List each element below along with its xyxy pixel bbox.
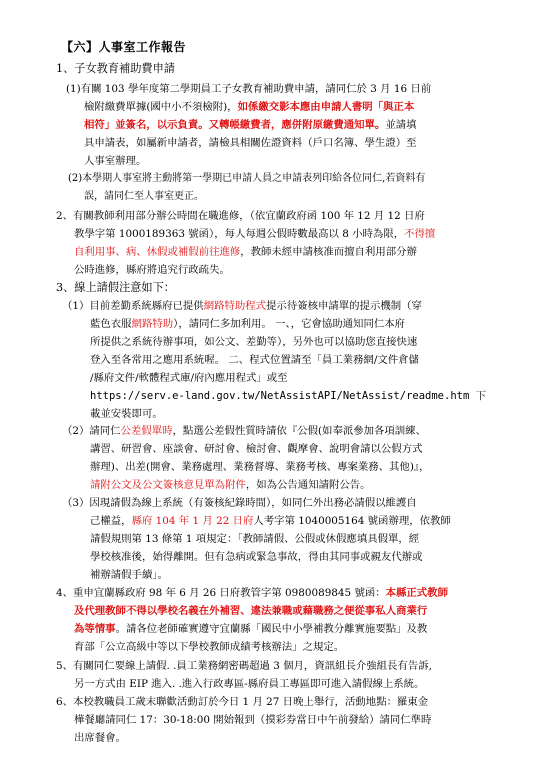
item-3-sub-2	[62, 422, 512, 494]
text-span: ，點選公差假性質時請依『公假(如奉派參加各項訓練、	[172, 425, 426, 437]
text-line: 公時進修，縣府將追究行政疏失。	[74, 264, 230, 276]
item-3-sub-1	[62, 297, 512, 423]
text-span: 人考字第 1040005164 號函辦理，依教師	[253, 515, 451, 527]
text-line	[62, 476, 512, 494]
item-5	[56, 657, 516, 693]
text-line: 另一方式由 EIP 進入. .進入行政專區-縣府員工專區即可進入請假線上系統。	[74, 678, 425, 690]
text-line: /縣府文件/軟體程式庫/府內應用程式」或至	[90, 372, 288, 384]
text-line: 及代理教師不得以學校名義在外補習、違法兼職或藉職務之便從事私人商業行	[74, 605, 428, 617]
text-line	[56, 225, 506, 243]
emphasis-text: 網路特助程式	[203, 300, 267, 312]
item-6	[56, 693, 516, 747]
emphasis-text: 自利用事、病、休假或補假前往進修	[74, 246, 241, 258]
text-span: 4、重申宜蘭縣政府 98 年 6 月 26 日府教管字第 0980089845 號函：	[56, 587, 386, 599]
text-span: ，如為公告通知請附公告。	[245, 479, 371, 491]
text-line: 載並安裝即可。	[90, 408, 163, 420]
text-span: 。請各位老師確實遵守宜蘭縣「國民中小學補教分離實施要點」及教	[115, 623, 428, 635]
text-line	[56, 620, 506, 638]
text-line: 育部「公立高級中等以下學校教師成績考核辦法」之規定。	[74, 641, 345, 653]
text-line: 誤，請同仁至人事室更正。	[84, 191, 204, 202]
emphasis-text: 公差假單時	[120, 425, 173, 437]
text-span: ），請同仁多加利用。 一、，它會協助通知同仁本府	[173, 318, 406, 330]
text-line: (1)有關 103 學年度第二學期員工子女教育補助費申請，請同仁於 3 月 16 日前	[66, 83, 432, 95]
emphasis-text: 請附公文及公文簽核意見單為附件	[90, 479, 246, 491]
item-3-sub-3	[62, 494, 512, 584]
item-3-title: 3、線上請假注意如下：	[56, 281, 175, 294]
text-line: 所提供之系統待辦事項，如公文、差勤等），另外也可以協助您直接快速	[90, 336, 418, 348]
text-line: 6、本校教職員工歲末聯歡活動訂於今日 1 月 27 日晚上舉行，活動地點：羅東金	[56, 696, 429, 708]
text-line: 登入至各常用之應用系統喔。 二、程式位置請至「員工業務網/文件倉儲	[90, 354, 419, 366]
emphasis-text: 本縣正式教師	[385, 587, 448, 599]
text-span: 教學字第 1000189363 號函），每人每週公假時數最高以 8 小時為限，	[74, 228, 405, 240]
text-line: 學校核准後，始得離開。但有急病或緊急事故，得由其同事或親友代辦或	[90, 551, 423, 563]
item-1-sub-1	[66, 80, 506, 170]
text-line: 講習、研習會、座談會、研討會、檢討會、觀摩會、說明會請以公假方式	[90, 443, 423, 455]
text-line: 請假規則第 13 條第 1 項規定：「教師請假、公假或休假應填具假單，經	[90, 533, 420, 545]
text-span: 提示待簽核申請單的提示機制（穿	[266, 300, 422, 312]
text-span: （1）目前差勤系統縣府已提供	[62, 300, 204, 312]
text-line: 辦理)、出差(開會、業務處理、業務督導、業務考核、專案業務、其他)』，	[90, 461, 430, 473]
text-line: 5、有關同仁要線上請假. .員工業務網密碼超過 3 個月，資訊組長介強組長有告訴,	[56, 660, 432, 672]
text-span: 藍色衣服	[90, 318, 132, 330]
text-span: 並請填	[385, 119, 417, 131]
emphasis-text: 縣府 104 年 1 月 22 日府	[131, 515, 254, 527]
text-line: 補辦請假手續」。	[90, 569, 168, 581]
text-line: 2、有關教師利用部分辦公時間在職進修，（依宜蘭政府函 100 年 12 月 12 日府	[56, 210, 425, 222]
text-span: 己權益，	[90, 515, 132, 527]
text-line	[62, 422, 512, 440]
item-1	[56, 60, 496, 79]
emphasis-text: 網路特助	[131, 318, 174, 330]
text-line: (2)本學期人事室將主動將第一學期已申請人員之申請表列印給各位同仁,若資料有	[68, 173, 426, 184]
text-line: 樺餐廳請同仁 17：30-18:00 開始報到（摸彩券當日中午前發給）請同仁準時	[74, 714, 432, 726]
text-line: 具申請表，如屬新申請者，請檢具相關佐證資料（戶口名簿、學生證）至	[84, 137, 417, 149]
text-line	[62, 297, 512, 315]
emphasis-text: 相符」並簽名，以示負責。又轉帳繳費者，應併附原繳費通知單。	[84, 119, 386, 131]
emphasis-text: 不得擅	[404, 228, 436, 240]
item-1-sub-2	[68, 170, 508, 206]
url-text: https://serv.e-land.gov.tw/NetAssistAPI/NetAssist/readme.htm 下	[90, 390, 487, 402]
emphasis-text: 為等情事	[74, 623, 116, 635]
text-line: （3）因現請假為線上系統（有簽核紀錄時間），如同仁外出務必請假以維護自	[62, 497, 417, 509]
text-line	[62, 512, 512, 530]
text-line	[66, 116, 506, 134]
text-line	[66, 98, 506, 116]
text-span: （2）請同仁	[62, 425, 121, 437]
text-line	[62, 315, 512, 333]
item-1-title: 1、子女教育補助費申請	[56, 62, 175, 75]
emphasis-text: 如係繳交影本應由申請人書明「與正本	[237, 101, 415, 113]
text-span: ，教師未經申請核准而擅自利用部分辦	[240, 246, 417, 258]
text-line	[56, 584, 506, 602]
text-line: 人事室辦理。	[84, 155, 147, 167]
text-span: 檢附繳費單據(國中小不須檢附)，	[84, 101, 238, 113]
text-line	[56, 243, 506, 261]
item-4	[56, 584, 506, 656]
section-heading: 【六】人事室工作報告	[61, 40, 187, 54]
item-2	[56, 207, 506, 279]
text-line: 出席餐會。	[74, 732, 126, 744]
